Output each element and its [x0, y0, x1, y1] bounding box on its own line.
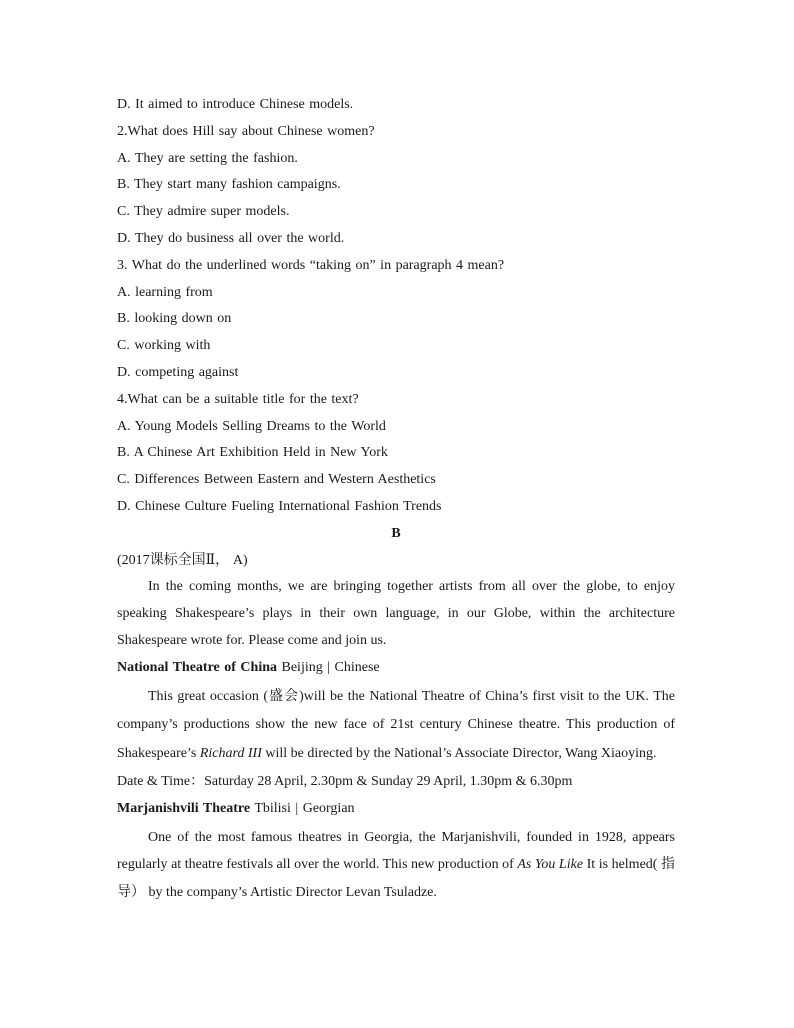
q3-stem: 3. What do the underlined words “taking on” in paragraph 4 mean? [117, 257, 505, 273]
q2-stem: 2.What does Hill say about Chinese women? [117, 123, 375, 139]
entry2-paragraph [117, 824, 675, 907]
q2-option-c: C. They admire super models. [117, 204, 290, 220]
section-source: (2017课标全国Ⅱ， A) [117, 552, 248, 568]
q4-option-d: D. Chinese Culture Fueling International Fashion Trends [117, 498, 442, 514]
q4-option-b: B. A Chinese Art Exhibition Held in New York [117, 445, 388, 461]
q2-option-a: A. They are setting the fashion. [117, 150, 298, 166]
entry2-heading [117, 796, 675, 823]
entry1-text-after: will be directed by the National’s Associate Director, Wang Xiaoying. [261, 745, 657, 761]
q4-option-a: A. Young Models Selling Dreams to the World [117, 418, 386, 434]
entry2-play-title: As You Like [517, 857, 584, 873]
entry2-location: Tbilisi | Georgian [250, 801, 355, 817]
entry2-name: Marjanishvili Theatre [117, 801, 251, 817]
q3-option-c: C. working with [117, 338, 211, 354]
q2-option-d: D. They do business all over the world. [117, 230, 345, 246]
entry2-text-after: It is helmed( 指导） by the company’s Artistic Director Levan Tsuladze. [117, 857, 675, 900]
q2-option-b: B. They start many fashion campaigns. [117, 177, 341, 193]
q4-stem: 4.What can be a suitable title for the text? [117, 391, 359, 407]
q1-option-d: D. It aimed to introduce Chinese models. [117, 97, 354, 112]
document-page [117, 92, 675, 906]
entry1-heading [117, 655, 675, 682]
q3-option-a: A. learning from [117, 284, 213, 300]
intro-paragraph: In the coming months, we are bringing together artists from all over the globe, to enjoy speaking Shakespeare’s plays in their own language, in our Globe, within the architecture Shakespeare wrote for. Please come and join us. [117, 579, 675, 648]
entry1-location: Beijing | Chinese [277, 659, 380, 675]
entry1-play-title: Richard III [199, 745, 262, 761]
entry1-datetime: Date & Time：Saturday 28 April, 2.30pm & Sunday 29 April, 1.30pm & 6.30pm [117, 774, 573, 790]
q3-option-d: D. competing against [117, 364, 239, 380]
entry1-text-before: This great occasion (盛会)will be the National Theatre of China’s first visit to the UK. The company’s productions show the new face of 21st century Chinese theatre. This production of Shakespeare’s [117, 688, 675, 761]
q4-option-c: C. Differences Between Eastern and Western Aesthetics [117, 472, 436, 488]
entry1-paragraph [117, 683, 675, 769]
q3-option-b: B. looking down on [117, 311, 232, 327]
entry1-name: National Theatre of China [117, 659, 277, 675]
section-heading: B [391, 525, 401, 541]
entry2-text-before: One of the most famous theatres in Georgia, the Marjanishvili, founded in 1928, appears regularly at theatre festivals all over the world. This new production of [117, 829, 675, 873]
